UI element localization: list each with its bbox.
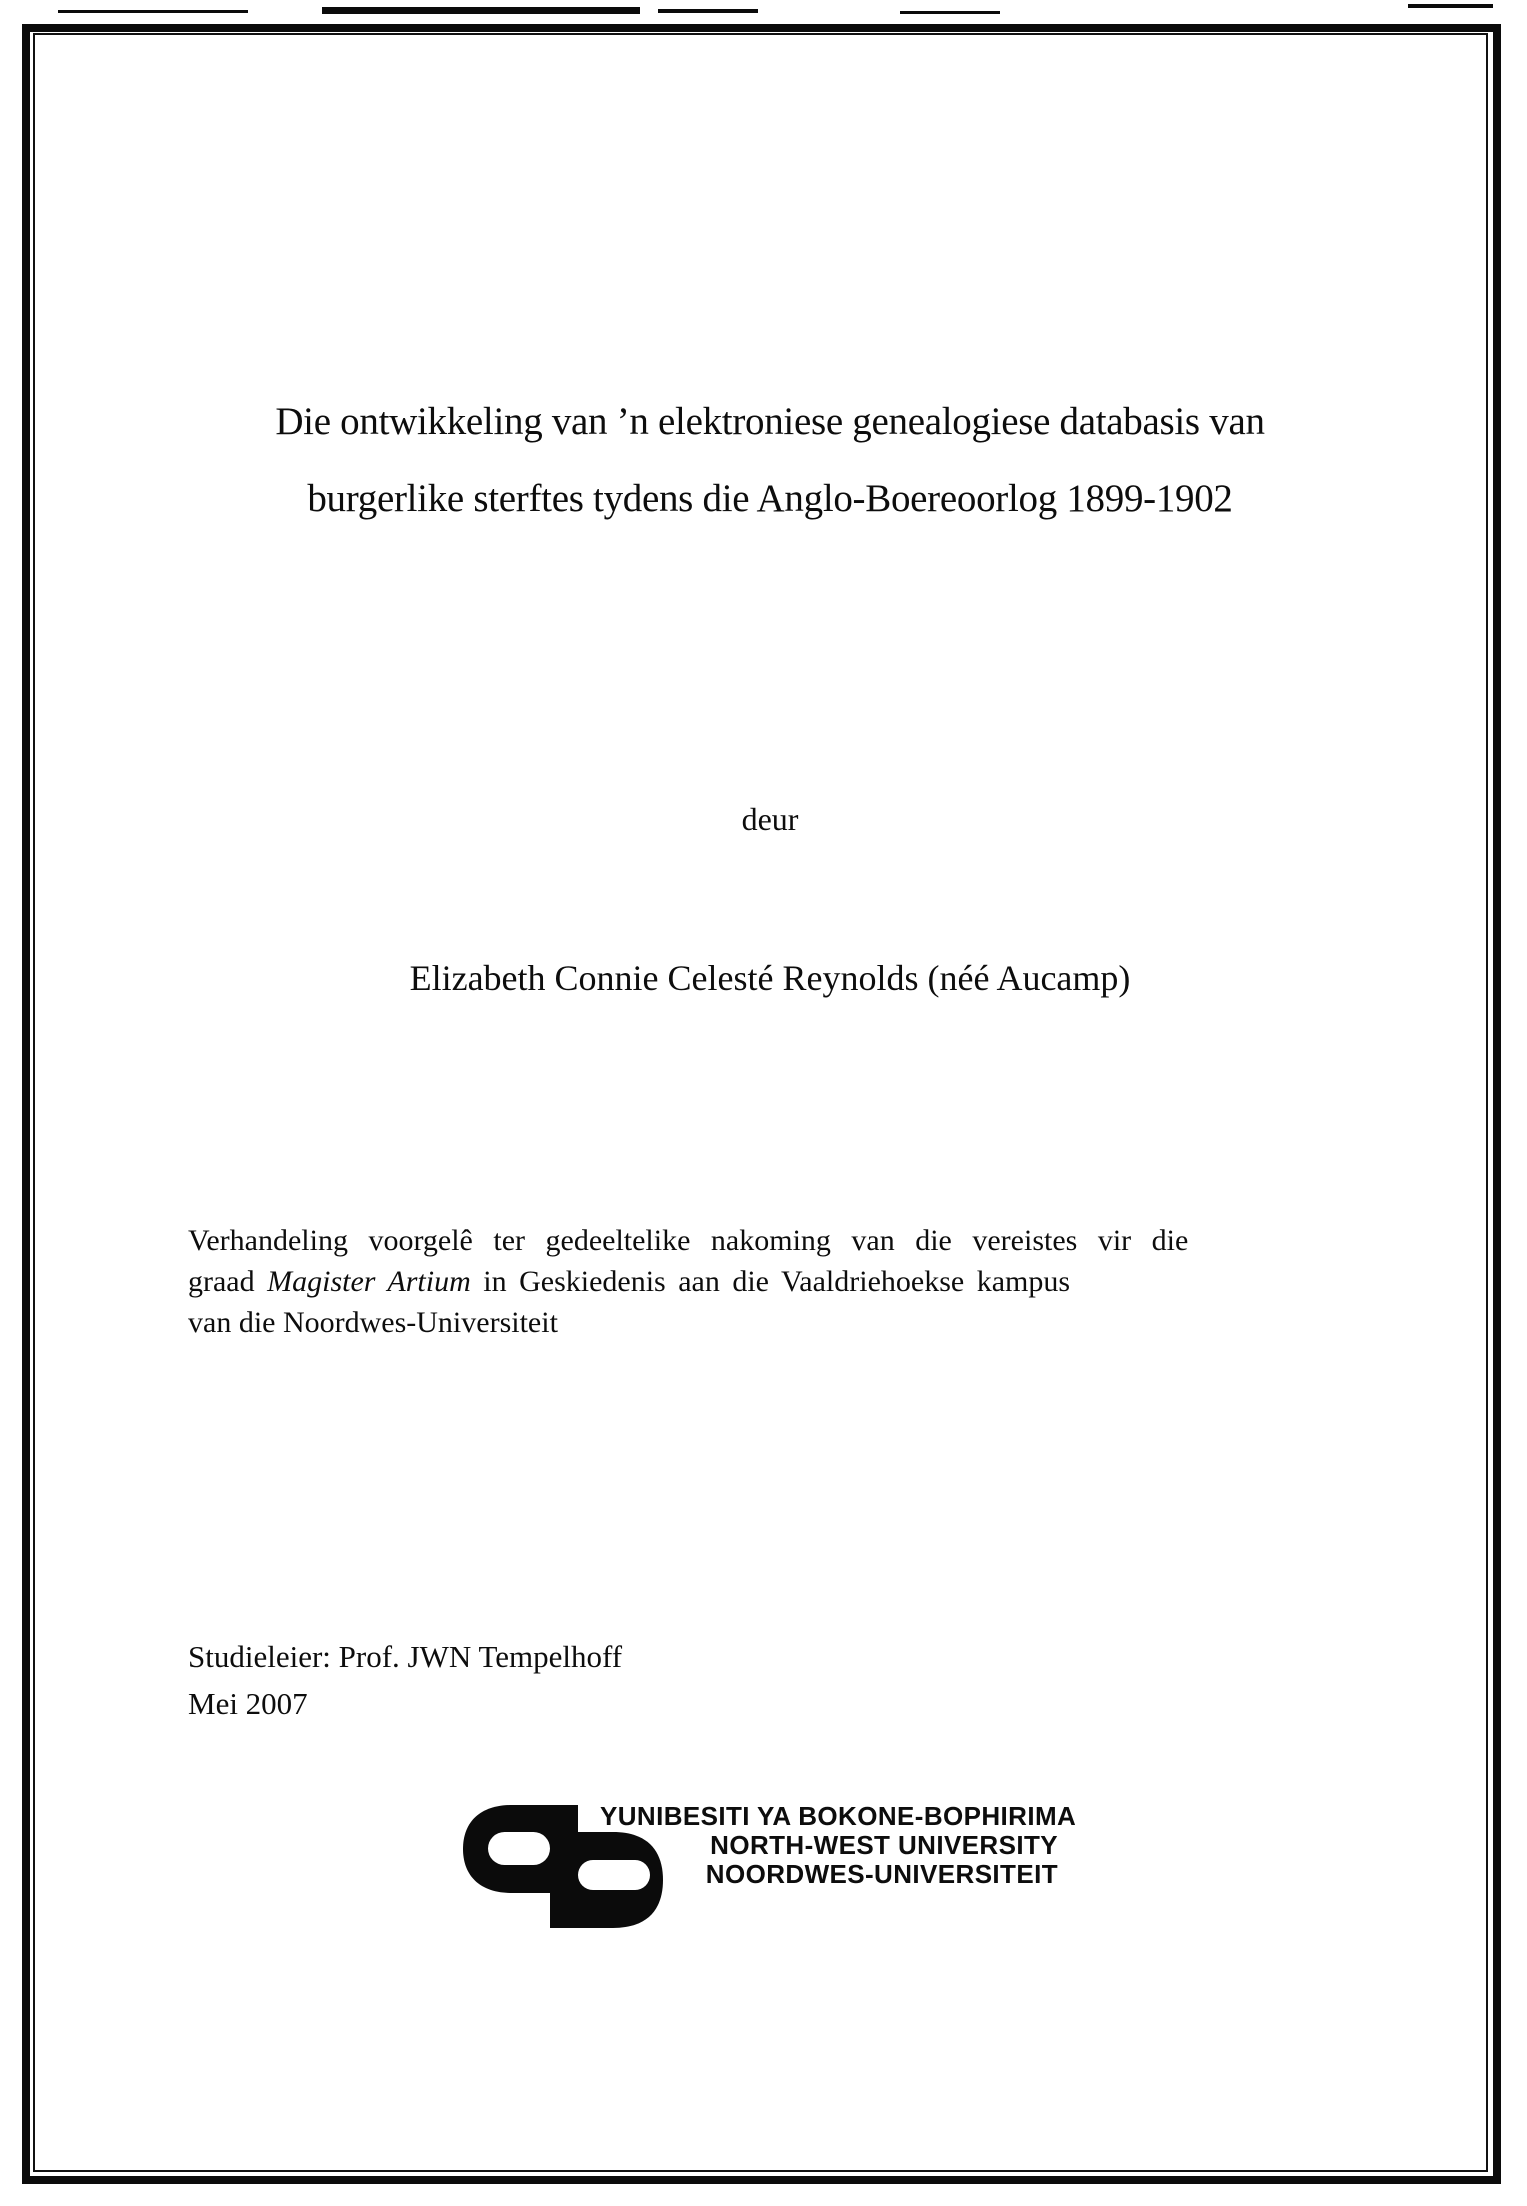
byline-label: deur xyxy=(741,801,799,837)
degree-statement-line2-post: in Geskiedenis aan die Vaaldriehoekse kampus xyxy=(470,1265,1071,1298)
thesis-title xyxy=(60,383,1480,537)
scan-artifact xyxy=(1408,4,1493,8)
scan-artifact xyxy=(322,7,640,14)
degree-statement xyxy=(188,1220,1368,1343)
logo-line-afrikaans: NOORDWES-UNIVERSITEIT xyxy=(705,1859,1058,1889)
scan-artifact xyxy=(58,10,248,13)
author-name: Elizabeth Connie Celesté Reynolds (néé Aucamp) xyxy=(409,958,1131,998)
date-line: Mei 2007 xyxy=(188,1686,308,1721)
thesis-title-line2: burgerlike sterftes tydens die Anglo-Boereoorlog 1899-1902 xyxy=(307,477,1233,520)
supervisor-block xyxy=(188,1633,622,1727)
logo-line-english: NORTH-WEST UNIVERSITY xyxy=(710,1830,1058,1860)
logo-line-setswana: YUNIBESITI YA BOKONE-BOPHIRIMA xyxy=(600,1801,1077,1831)
scan-artifact xyxy=(658,9,758,13)
supervisor-line: Studieleier: Prof. JWN Tempelhoff xyxy=(188,1639,623,1674)
logo-link-left-slot xyxy=(488,1832,550,1865)
degree-statement-line1: Verhandeling voorgelê ter gedeeltelike nakoming van die vereistes vir die xyxy=(188,1224,1189,1257)
nwu-logo-wordmark xyxy=(600,1801,1077,1889)
degree-statement-line3: van die Noordwes-Universiteit xyxy=(188,1306,558,1339)
scan-artifact xyxy=(900,11,1000,14)
degree-statement-line2 xyxy=(188,1261,1368,1302)
degree-statement-line2-pre: graad xyxy=(188,1265,268,1298)
thesis-title-line1: Die ontwikkeling van ’n elektroniese genealogiese databasis van xyxy=(275,400,1265,443)
degree-title-italic: Magister Artium xyxy=(267,1265,471,1298)
